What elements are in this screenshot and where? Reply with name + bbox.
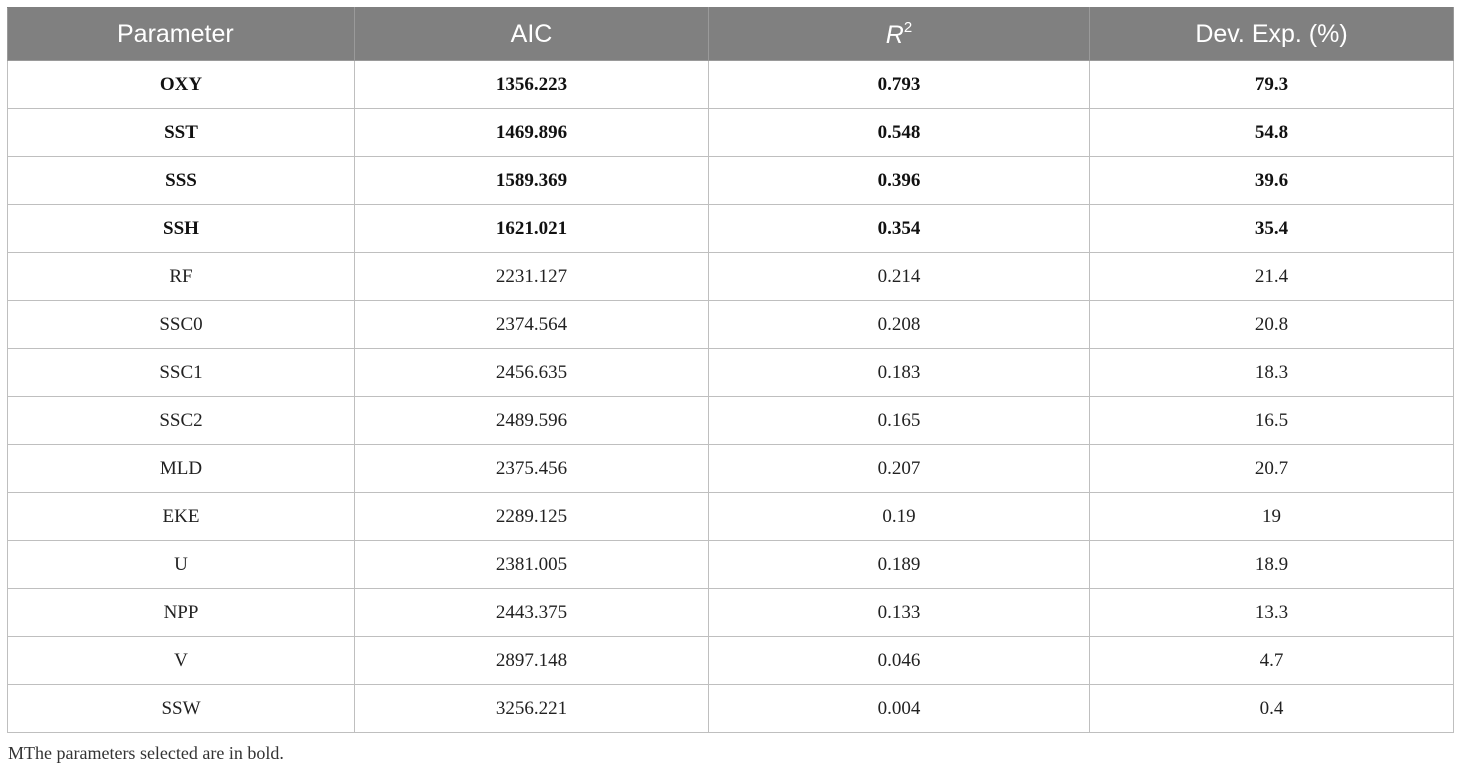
cell-parameter: SSH bbox=[8, 205, 355, 253]
table-row bbox=[8, 253, 1454, 301]
table-row bbox=[8, 157, 1454, 205]
header-r2-symbol: R bbox=[885, 20, 904, 49]
parameter-table bbox=[7, 7, 1454, 733]
cell-r2: 0.046 bbox=[709, 637, 1090, 685]
cell-dev-exp: 4.7 bbox=[1090, 637, 1454, 685]
cell-parameter: SSC0 bbox=[8, 301, 355, 349]
table-row bbox=[8, 61, 1454, 109]
cell-dev-exp: 18.3 bbox=[1090, 349, 1454, 397]
cell-parameter: EKE bbox=[8, 493, 355, 541]
table-row bbox=[8, 349, 1454, 397]
table-footnote: MThe parameters selected are in bold. bbox=[8, 743, 284, 763]
cell-parameter: RF bbox=[8, 253, 355, 301]
cell-aic: 1621.021 bbox=[355, 205, 709, 253]
cell-aic: 2489.596 bbox=[355, 397, 709, 445]
cell-r2: 0.354 bbox=[709, 205, 1090, 253]
cell-dev-exp: 39.6 bbox=[1090, 157, 1454, 205]
header-aic: AIC bbox=[355, 8, 709, 61]
cell-r2: 0.165 bbox=[709, 397, 1090, 445]
table-row bbox=[8, 637, 1454, 685]
cell-r2: 0.214 bbox=[709, 253, 1090, 301]
table-row bbox=[8, 205, 1454, 253]
cell-aic: 1469.896 bbox=[355, 109, 709, 157]
table-row bbox=[8, 589, 1454, 637]
cell-parameter: U bbox=[8, 541, 355, 589]
cell-dev-exp: 13.3 bbox=[1090, 589, 1454, 637]
cell-dev-exp: 54.8 bbox=[1090, 109, 1454, 157]
cell-aic: 2375.456 bbox=[355, 445, 709, 493]
cell-dev-exp: 0.4 bbox=[1090, 685, 1454, 733]
cell-aic: 1589.369 bbox=[355, 157, 709, 205]
cell-r2: 0.189 bbox=[709, 541, 1090, 589]
cell-dev-exp: 20.7 bbox=[1090, 445, 1454, 493]
cell-parameter: SSC1 bbox=[8, 349, 355, 397]
cell-r2: 0.004 bbox=[709, 685, 1090, 733]
table-body bbox=[8, 61, 1454, 733]
cell-r2: 0.183 bbox=[709, 349, 1090, 397]
cell-aic: 2456.635 bbox=[355, 349, 709, 397]
cell-parameter: NPP bbox=[8, 589, 355, 637]
table-row bbox=[8, 109, 1454, 157]
cell-aic: 2289.125 bbox=[355, 493, 709, 541]
cell-r2: 0.207 bbox=[709, 445, 1090, 493]
table-row bbox=[8, 493, 1454, 541]
cell-parameter: SSS bbox=[8, 157, 355, 205]
table-container bbox=[7, 7, 1453, 733]
cell-parameter: MLD bbox=[8, 445, 355, 493]
cell-r2: 0.208 bbox=[709, 301, 1090, 349]
cell-r2: 0.396 bbox=[709, 157, 1090, 205]
cell-dev-exp: 18.9 bbox=[1090, 541, 1454, 589]
cell-dev-exp: 21.4 bbox=[1090, 253, 1454, 301]
cell-aic: 2443.375 bbox=[355, 589, 709, 637]
cell-r2: 0.548 bbox=[709, 109, 1090, 157]
cell-dev-exp: 79.3 bbox=[1090, 61, 1454, 109]
header-r2 bbox=[709, 8, 1090, 61]
cell-r2: 0.19 bbox=[709, 493, 1090, 541]
cell-r2: 0.793 bbox=[709, 61, 1090, 109]
table-row bbox=[8, 685, 1454, 733]
cell-parameter: SST bbox=[8, 109, 355, 157]
header-r2-superscript: 2 bbox=[903, 18, 913, 36]
cell-parameter: SSW bbox=[8, 685, 355, 733]
table-row bbox=[8, 445, 1454, 493]
cell-aic: 2231.127 bbox=[355, 253, 709, 301]
table-row bbox=[8, 301, 1454, 349]
cell-aic: 2374.564 bbox=[355, 301, 709, 349]
cell-parameter: SSC2 bbox=[8, 397, 355, 445]
table-header bbox=[8, 8, 1454, 61]
cell-aic: 3256.221 bbox=[355, 685, 709, 733]
cell-parameter: V bbox=[8, 637, 355, 685]
cell-aic: 2897.148 bbox=[355, 637, 709, 685]
cell-aic: 2381.005 bbox=[355, 541, 709, 589]
cell-dev-exp: 20.8 bbox=[1090, 301, 1454, 349]
header-dev-exp: Dev. Exp. (%) bbox=[1090, 8, 1454, 61]
cell-dev-exp: 35.4 bbox=[1090, 205, 1454, 253]
table-row bbox=[8, 397, 1454, 445]
cell-dev-exp: 16.5 bbox=[1090, 397, 1454, 445]
header-parameter: Parameter bbox=[8, 8, 355, 61]
cell-r2: 0.133 bbox=[709, 589, 1090, 637]
cell-aic: 1356.223 bbox=[355, 61, 709, 109]
cell-parameter: OXY bbox=[8, 61, 355, 109]
cell-dev-exp: 19 bbox=[1090, 493, 1454, 541]
table-row bbox=[8, 541, 1454, 589]
header-row bbox=[8, 8, 1454, 61]
